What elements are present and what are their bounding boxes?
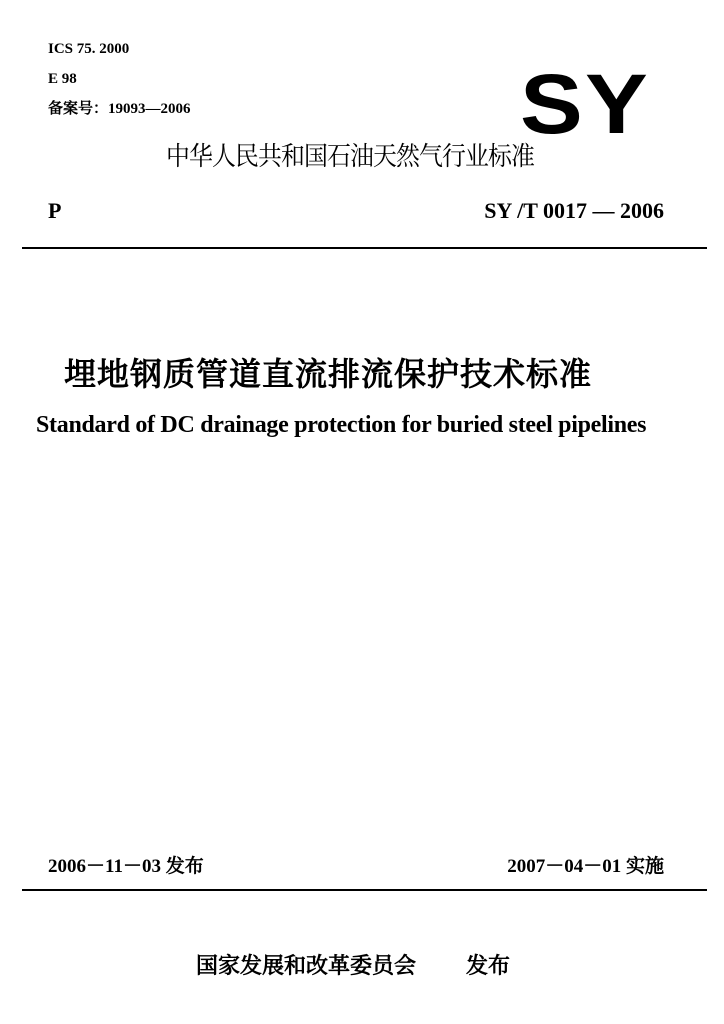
category-letter: P xyxy=(48,198,62,223)
sy-logo: SY xyxy=(520,57,650,151)
publish-label: 发布 xyxy=(466,954,511,979)
classification-code: E 98 xyxy=(48,71,77,87)
top-divider xyxy=(22,247,707,249)
title-english: Standard of DC drainage protection for buried steel pipelines xyxy=(36,412,647,438)
record-number: 备案号：19093—2006 xyxy=(48,101,191,117)
issue-date: 2006－11－03 发布 xyxy=(48,856,204,877)
bottom-divider xyxy=(22,889,707,891)
title-chinese: 埋地钢质管道直流排流保护技术标准 xyxy=(64,355,593,393)
implementation-date: 2007－04－01 实施 xyxy=(507,856,664,877)
ics-code: ICS 75. 2000 xyxy=(48,41,130,57)
standard-issuer-line: 中华人民共和国石油天然气行业标准 xyxy=(166,142,535,172)
standard-code: SY /T 0017 — 2006 xyxy=(484,198,664,223)
publisher-name: 国家发展和改革委员会 xyxy=(196,954,417,979)
